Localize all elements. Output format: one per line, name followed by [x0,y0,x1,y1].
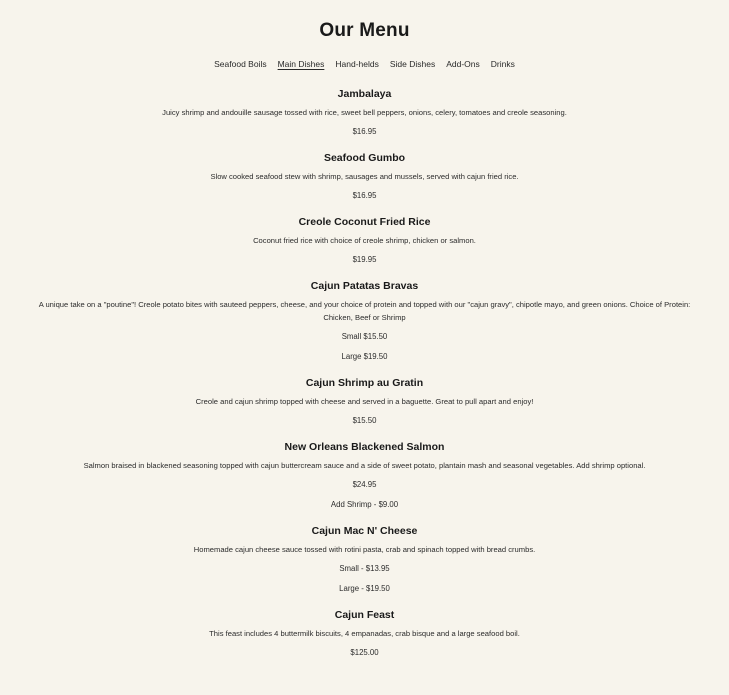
menu-item-price: $19.95 [352,255,377,264]
tab-main-dishes[interactable]: Main Dishes [277,59,325,69]
menu-item-jambalaya [0,87,729,137]
menu-item-description: Creole and cajun shrimp topped with cheese and served in a baguette. Great to pull apart and enjoy! [195,397,534,406]
menu-item-price: $15.50 [352,416,377,425]
menu-item-description: A unique take on a "poutine"! Creole potato bites with sauteed peppers, cheese, and your choice of protein and topped with our "cajun gravy", chipotle mayo, and green onions. Choice of Protein: Chicken, Beef or Shrimp [38,300,691,322]
menu-item-name: Jambalaya [337,88,392,100]
menu-item-cajun-mac-n-cheese [0,524,729,594]
menu-item-addon-price: Add Shrimp - $9.00 [330,500,399,509]
menu-item-cajun-feast [0,608,729,658]
menu-item-description: Salmon braised in blackened seasoning topped with cajun buttercream sauce and a side of sweet potato, plantain mash and seasonal vegetables. Add shrimp optional. [83,461,646,470]
menu-item-price: $125.00 [350,648,379,657]
menu-item-price-large: Large $19.50 [341,352,388,361]
menu-item-price-small: Small $15.50 [341,332,388,341]
tab-add-ons[interactable]: Add-Ons [446,59,480,69]
page-title: Our Menu [319,20,410,41]
menu-item-price-small: Small - $13.95 [339,564,390,573]
menu-item-description: Homemade cajun cheese sauce tossed with rotini pasta, crab and spinach topped with bread crumbs. [193,545,536,554]
menu-item-price: $24.95 [352,480,377,489]
menu-item-description: Juicy shrimp and andouille sausage tossed with rice, sweet bell peppers, onions, celery, tomatoes and creole seasoning. [162,108,567,117]
menu-item-cajun-patatas-bravas [0,279,729,362]
menu-items-list [0,87,729,658]
menu-item-name: Cajun Shrimp au Gratin [305,377,424,389]
tab-hand-helds[interactable]: Hand-helds [335,59,379,69]
menu-item-price-large: Large - $19.50 [339,584,390,593]
menu-item-name: New Orleans Blackened Salmon [284,441,445,453]
menu-item-seafood-gumbo [0,151,729,201]
tab-drinks[interactable]: Drinks [490,59,515,69]
menu-item-price: $16.95 [352,127,377,136]
menu-item-name: Creole Coconut Fried Rice [298,216,431,228]
menu-item-creole-coconut-fried-rice [0,215,729,265]
menu-item-name: Cajun Feast [334,609,395,621]
menu-item-cajun-shrimp-au-gratin [0,376,729,426]
menu-item-description: Coconut fried rice with choice of creole shrimp, chicken or salmon. [253,236,476,245]
menu-item-price: $16.95 [352,191,377,200]
menu-item-description: This feast includes 4 buttermilk biscuits, 4 empanadas, crab bisque and a large seafood boil. [209,629,520,638]
menu-item-name: Cajun Mac N' Cheese [311,525,418,537]
menu-item-name: Seafood Gumbo [323,152,406,164]
menu-item-name: Cajun Patatas Bravas [310,280,419,292]
tab-side-dishes[interactable]: Side Dishes [389,59,436,69]
menu-item-new-orleans-blackened-salmon [0,440,729,510]
tab-seafood-boils[interactable]: Seafood Boils [214,59,267,69]
menu-item-description: Slow cooked seafood stew with shrimp, sausages and mussels, served with cajun fried rice. [210,172,519,181]
menu-category-tabs [0,58,729,70]
